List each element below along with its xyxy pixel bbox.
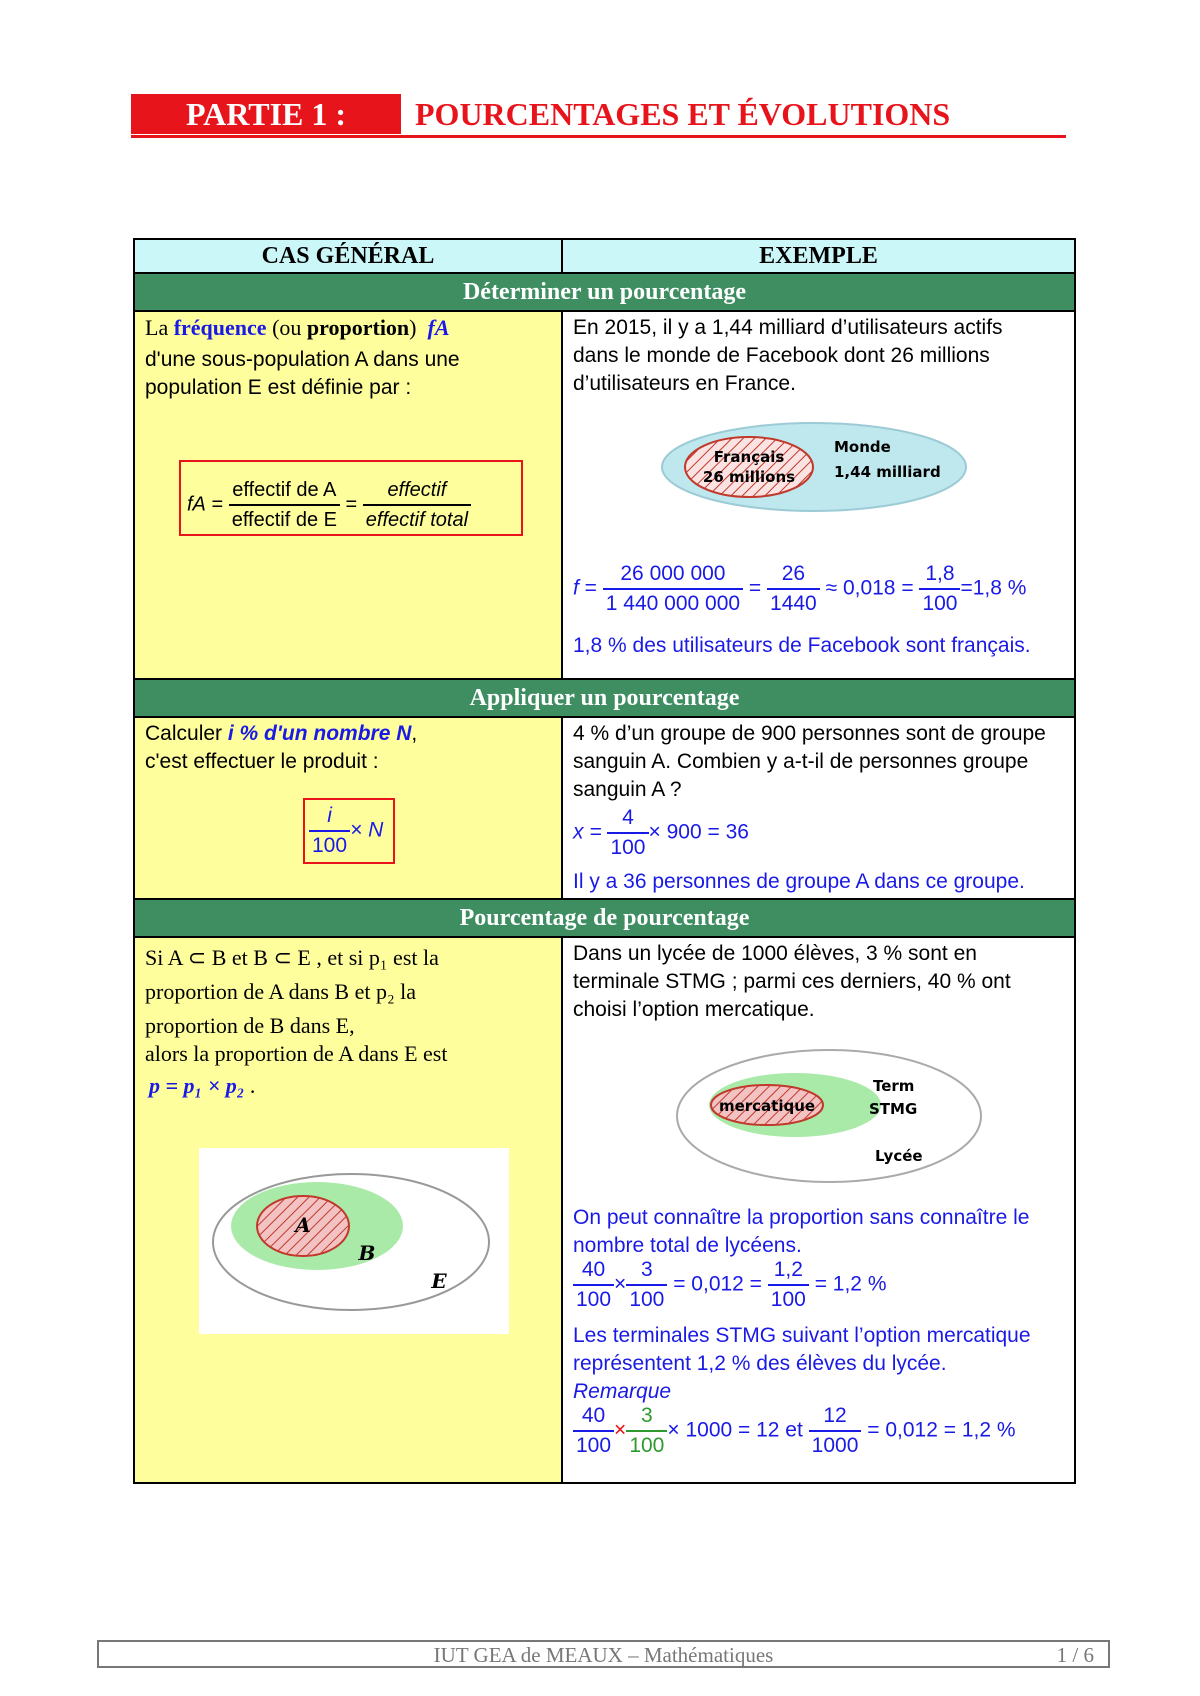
example-cell-appliquer (562, 717, 1075, 899)
frequency-calculation: f = $\frac{26 000 000}{1 440 000 000}$ = $\frac{26}{1440}$ ≈ 0,018 = $\frac{1,8}{100}$ =1,8 % (573, 562, 1027, 615)
venn-outer-label2: 1,44 milliard (834, 463, 941, 481)
venn2-mid-label2: STMG (869, 1100, 918, 1118)
page-footer (97, 1640, 1110, 1668)
example-line1: Dans un lycée de 1000 élèves, 3 % sont en (573, 942, 977, 965)
remark-heading: Remarque (573, 1380, 672, 1403)
venn-outer-label1: Monde (834, 438, 891, 456)
rule-line1: Si A ⊂ B et B ⊂ E , et si p₁ est la (145, 945, 439, 970)
title-underline (131, 135, 1066, 138)
definition-line3: population E est définie par : (145, 376, 412, 399)
example-line3: d’utilisateurs en France. (573, 372, 796, 395)
frequency-formula-box: fA = $\frac{\text{effectif de A}}{\text{effectif de E}}$ = $\frac{\text{effectif}}{\text{effectif total}}$ (179, 460, 523, 536)
venn-diagram-abe (199, 1148, 509, 1334)
example-line3: choisi l’option mercatique. (573, 998, 815, 1021)
section-heading: Appliquer un pourcentage (134, 679, 1075, 717)
venn-diagram-lycee (673, 1046, 985, 1186)
rule-line3: proportion de B dans E, (145, 1013, 355, 1038)
page-title (131, 94, 1066, 138)
definition-line2: d'une sous-population A dans une (145, 348, 460, 371)
percent-of-percent-calculation: $\frac{40}{100}$ × $\frac{3}{100}$ = 0,012 = $\frac{1,2}{100}$ = 1,2 % (573, 1256, 887, 1314)
venn2-outer-label: Lycée (875, 1147, 923, 1165)
apply-line2: c'est effectuer le produit : (145, 750, 379, 773)
section-heading: Pourcentage de pourcentage (134, 899, 1075, 937)
page-number: 1 / 6 (1056, 1643, 1094, 1667)
apply-line1: Calculer i % d'un nombre N, (145, 722, 418, 745)
example-line2: sanguin A. Combien y a-t-il de personnes groupe (573, 750, 1029, 773)
rule-line2: proportion de A dans B et p₂ la (145, 979, 417, 1004)
column-header-example: EXEMPLE (562, 239, 1075, 273)
venn-diagram-facebook (659, 420, 969, 514)
set-e-label: E (431, 1269, 447, 1293)
summary-table (133, 238, 1076, 1484)
example-line3: sanguin A ? (573, 778, 682, 801)
definition-text: La fréquence (ou proportion) fA (145, 315, 450, 340)
general-cell-appliquer (134, 717, 562, 899)
set-b-label: B (358, 1241, 376, 1265)
example-line2: dans le monde de Facebook dont 26 millions (573, 344, 990, 367)
general-cell-determiner (134, 311, 562, 679)
venn2-inner-label: mercatique (718, 1097, 816, 1115)
example-conclusion: Il y a 36 personnes de groupe A dans ce groupe. (573, 870, 1025, 893)
example-line1: 4 % d’un groupe de 900 personnes sont de groupe (573, 722, 1046, 745)
venn-inner-label2: 26 millions (702, 468, 796, 486)
chapter-title: POURCENTAGES ET ÉVOLUTIONS (415, 96, 951, 132)
example-line1: En 2015, il y a 1,44 milliard d’utilisateurs actifs (573, 316, 1003, 339)
column-header-general: CAS GÉNÉRAL (134, 239, 562, 273)
section-heading: Déterminer un pourcentage (134, 273, 1075, 311)
apply-calculation: x = $\frac{4}{100}$ × 900 = 36 (573, 806, 749, 859)
part-label: PARTIE 1 : (131, 94, 401, 134)
example-conclusion: 1,8 % des utilisateurs de Facebook sont français. (573, 634, 1031, 657)
note-line2: nombre total de lycéens. (573, 1234, 802, 1257)
rule-line4: alors la proportion de A dans E est (145, 1041, 448, 1066)
general-cell-pourcentage-de-pourcentage (134, 937, 562, 1483)
example-line2: terminale STMG ; parmi ces derniers, 40 % ont (573, 970, 1011, 993)
conclusion-line1: Les terminales STMG suivant l’option mercatique (573, 1324, 1031, 1347)
venn-inner-label1: Français (713, 448, 785, 466)
set-a-label: A (295, 1213, 311, 1237)
example-cell-pourcentage-de-pourcentage (562, 937, 1075, 1483)
product-formula: p = p₁ × p₂ . (149, 1073, 256, 1098)
apply-formula-box: $\frac{i}{100}$ × N (303, 798, 395, 864)
conclusion-line2: représentent 1,2 % des élèves du lycée. (573, 1352, 947, 1375)
example-cell-determiner (562, 311, 1075, 679)
remark-calculation: $\frac{40}{100}$ × $\frac{3}{100}$ × 1000 = 12 et $\frac{12}{1000}$ = 0,012 = 1,2 % (573, 1402, 1016, 1460)
venn2-mid-label1: Term (873, 1077, 915, 1095)
footer-text: IUT GEA de MEAUX – Mathématiques (433, 1643, 774, 1667)
note-line1: On peut connaître la proportion sans connaître le (573, 1206, 1030, 1229)
